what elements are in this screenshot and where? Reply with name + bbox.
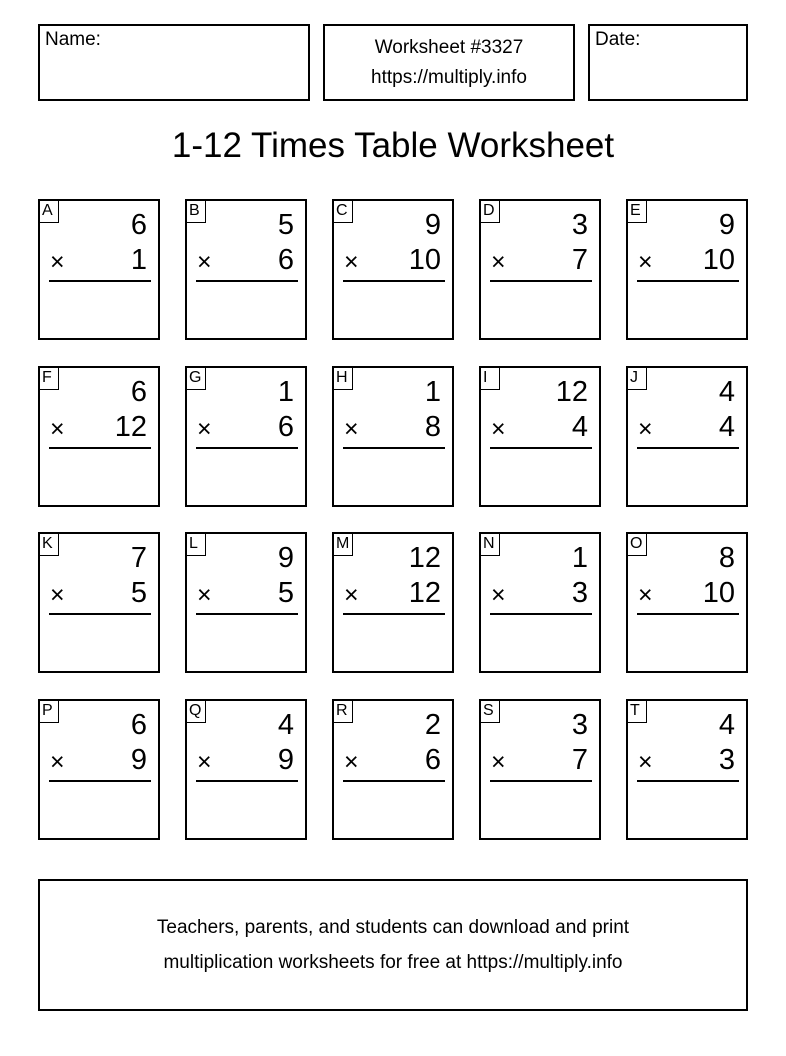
multiplicand: 7 xyxy=(130,542,147,574)
multiply-sign-icon: × xyxy=(638,248,653,276)
name-label: Name: xyxy=(45,29,101,50)
multiplicand: 9 xyxy=(718,209,735,241)
multiply-sign-icon: × xyxy=(50,248,65,276)
problem-card[interactable] xyxy=(479,532,601,673)
problem-letter: K xyxy=(38,532,59,556)
problem-card[interactable] xyxy=(332,366,454,507)
problem-card[interactable] xyxy=(38,366,160,507)
multiply-sign-icon: × xyxy=(638,415,653,443)
answer-line xyxy=(196,613,298,615)
multiply-sign-icon: × xyxy=(344,248,359,276)
date-label: Date: xyxy=(595,29,641,50)
multiplicand: 3 xyxy=(571,709,588,741)
problem-letter: T xyxy=(626,699,647,723)
problem-card[interactable] xyxy=(626,532,748,673)
multiply-sign-icon: × xyxy=(638,748,653,776)
problem-letter: P xyxy=(38,699,59,723)
answer-line xyxy=(490,280,592,282)
multiply-sign-icon: × xyxy=(197,248,212,276)
answer-line xyxy=(343,447,445,449)
page-title: 1-12 Times Table Worksheet xyxy=(171,126,615,165)
answer-line xyxy=(637,613,739,615)
answer-line xyxy=(637,780,739,782)
problem-card[interactable] xyxy=(38,199,160,340)
multiplier: 9 xyxy=(277,744,294,776)
name-field[interactable] xyxy=(38,24,310,101)
multiplicand: 4 xyxy=(718,376,735,408)
footer-line-1: Teachers, parents, and students can download and print xyxy=(156,917,630,938)
multiplicand: 3 xyxy=(571,209,588,241)
problem-letter: B xyxy=(185,199,206,223)
problem-card[interactable] xyxy=(479,366,601,507)
problem-letter: G xyxy=(185,366,206,390)
problem-card[interactable] xyxy=(479,699,601,840)
problem-card[interactable] xyxy=(626,699,748,840)
answer-line xyxy=(343,613,445,615)
problem-letter: M xyxy=(332,532,353,556)
problem-card[interactable] xyxy=(332,699,454,840)
multiply-sign-icon: × xyxy=(491,415,506,443)
problem-letter: R xyxy=(332,699,353,723)
multiply-sign-icon: × xyxy=(50,581,65,609)
multiplier: 6 xyxy=(277,244,294,276)
multiplicand: 6 xyxy=(130,709,147,741)
multiplier: 12 xyxy=(408,577,441,609)
problem-card[interactable] xyxy=(38,699,160,840)
multiply-sign-icon: × xyxy=(50,748,65,776)
answer-line xyxy=(49,280,151,282)
multiply-sign-icon: × xyxy=(344,415,359,443)
problem-card[interactable] xyxy=(185,199,307,340)
multiplicand: 12 xyxy=(555,376,588,408)
answer-line xyxy=(490,780,592,782)
multiplicand: 1 xyxy=(424,376,441,408)
multiplier: 5 xyxy=(130,577,147,609)
answer-line xyxy=(490,447,592,449)
multiplier: 7 xyxy=(571,244,588,276)
problem-card[interactable] xyxy=(479,199,601,340)
multiplier: 5 xyxy=(277,577,294,609)
problem-card[interactable] xyxy=(626,199,748,340)
multiply-sign-icon: × xyxy=(491,248,506,276)
problem-card[interactable] xyxy=(185,532,307,673)
multiplier: 6 xyxy=(277,411,294,443)
multiplier: 9 xyxy=(130,744,147,776)
problem-letter: F xyxy=(38,366,59,390)
multiplicand: 6 xyxy=(130,209,147,241)
multiplier: 12 xyxy=(114,411,147,443)
problem-card[interactable] xyxy=(38,532,160,673)
multiply-sign-icon: × xyxy=(197,415,212,443)
problem-card[interactable] xyxy=(626,366,748,507)
answer-line xyxy=(343,280,445,282)
date-field[interactable] xyxy=(588,24,748,101)
multiplier: 10 xyxy=(702,577,735,609)
answer-line xyxy=(637,280,739,282)
footer-note xyxy=(38,879,748,1011)
multiply-sign-icon: × xyxy=(491,748,506,776)
problem-card[interactable] xyxy=(332,532,454,673)
problem-card[interactable] xyxy=(185,366,307,507)
multiply-sign-icon: × xyxy=(197,581,212,609)
multiplier: 10 xyxy=(702,244,735,276)
multiplicand: 9 xyxy=(424,209,441,241)
answer-line xyxy=(490,613,592,615)
multiplier: 4 xyxy=(571,411,588,443)
multiply-sign-icon: × xyxy=(491,581,506,609)
problem-card[interactable] xyxy=(332,199,454,340)
site-url: https://multiply.info xyxy=(371,66,527,88)
problem-letter: S xyxy=(479,699,500,723)
multiplier: 6 xyxy=(424,744,441,776)
problem-letter: C xyxy=(332,199,353,223)
answer-line xyxy=(49,780,151,782)
multiply-sign-icon: × xyxy=(344,581,359,609)
answer-line xyxy=(196,280,298,282)
multiplicand: 9 xyxy=(277,542,294,574)
multiplier: 7 xyxy=(571,744,588,776)
problem-letter: O xyxy=(626,532,647,556)
problem-letter: H xyxy=(332,366,353,390)
multiply-sign-icon: × xyxy=(50,415,65,443)
multiplier: 4 xyxy=(718,411,735,443)
multiplicand: 4 xyxy=(277,709,294,741)
multiplicand: 5 xyxy=(277,209,294,241)
multiplier: 3 xyxy=(571,577,588,609)
worksheet-number: Worksheet #3327 xyxy=(374,36,524,58)
problem-card[interactable] xyxy=(185,699,307,840)
problem-letter: E xyxy=(626,199,647,223)
footer-line-2: multiplication worksheets for free at https://multiply.info xyxy=(163,952,623,973)
problem-letter: L xyxy=(185,532,206,556)
multiplier: 1 xyxy=(130,244,147,276)
multiplicand: 8 xyxy=(718,542,735,574)
answer-line xyxy=(196,447,298,449)
multiplicand: 12 xyxy=(408,542,441,574)
multiplier: 3 xyxy=(718,744,735,776)
multiply-sign-icon: × xyxy=(638,581,653,609)
multiplicand: 1 xyxy=(571,542,588,574)
multiplicand: 6 xyxy=(130,376,147,408)
multiply-sign-icon: × xyxy=(197,748,212,776)
problem-letter: I xyxy=(479,366,500,390)
problem-letter: A xyxy=(38,199,59,223)
answer-line xyxy=(637,447,739,449)
multiply-sign-icon: × xyxy=(344,748,359,776)
answer-line xyxy=(49,613,151,615)
worksheet-info-box xyxy=(323,24,575,101)
answer-line xyxy=(196,780,298,782)
multiplier: 8 xyxy=(424,411,441,443)
problem-letter: N xyxy=(479,532,500,556)
multiplicand: 2 xyxy=(424,709,441,741)
problem-letter: Q xyxy=(185,699,206,723)
multiplier: 10 xyxy=(408,244,441,276)
answer-line xyxy=(49,447,151,449)
multiplicand: 1 xyxy=(277,376,294,408)
answer-line xyxy=(343,780,445,782)
problem-letter: J xyxy=(626,366,647,390)
problem-letter: D xyxy=(479,199,500,223)
multiplicand: 4 xyxy=(718,709,735,741)
